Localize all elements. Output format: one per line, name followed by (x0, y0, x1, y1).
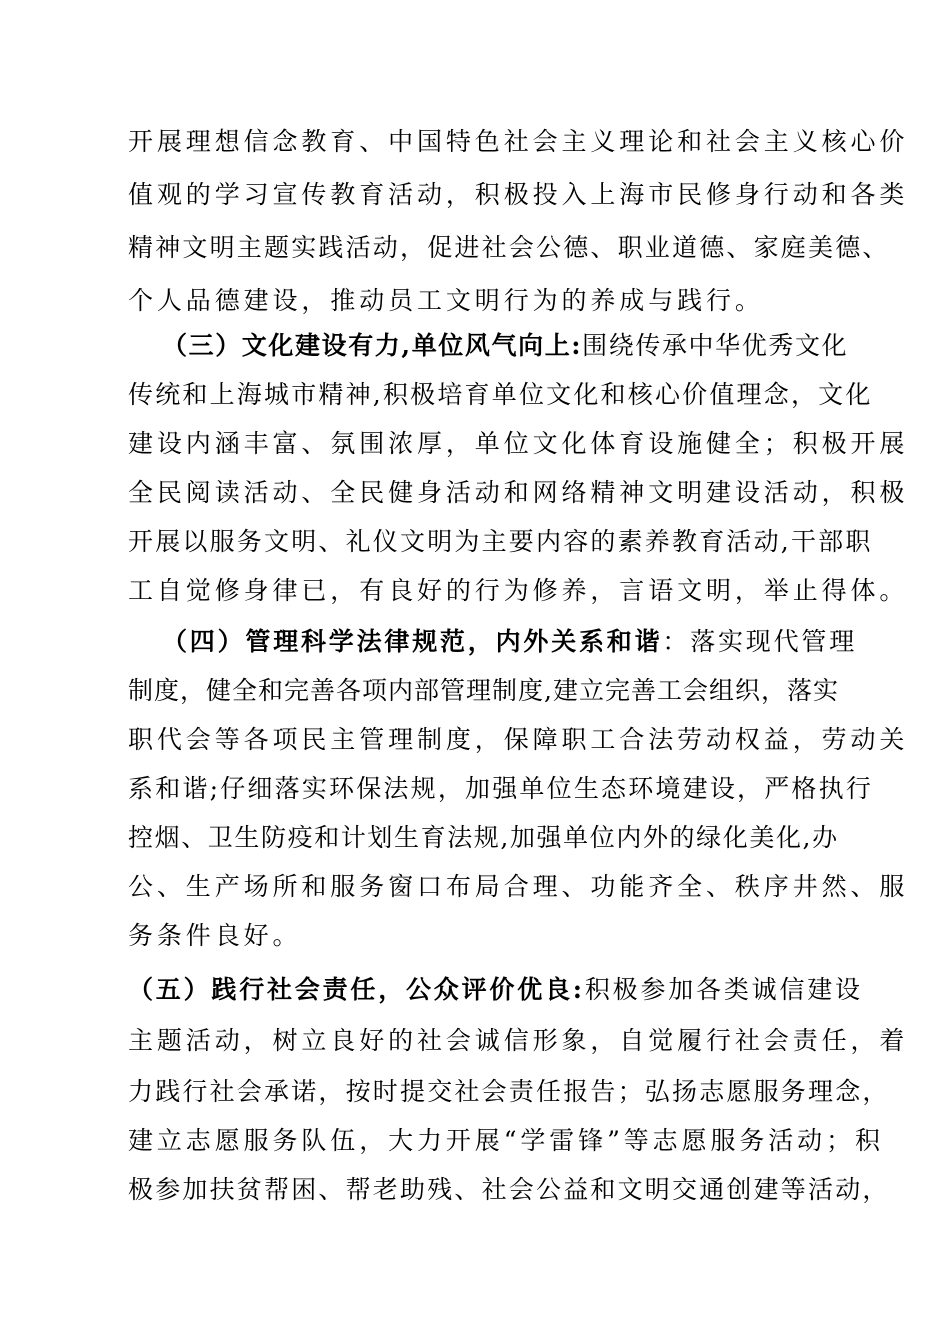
text-line: 开展以服务文明、礼仪文明为主要内容的素养教育活动,干部职 (128, 527, 873, 556)
text-line: 建立志愿服务队伍，大力开展“学雷锋”等志愿服务活动；积 (128, 1126, 884, 1155)
section-5-heading: （五）践行社会责任，公众评价优良: (128, 975, 585, 1004)
text-line: 传统和上海城市精神,积极培育单位文化和核心价值理念，文化 (128, 380, 873, 409)
text-line: 务条件良好。 (128, 921, 302, 950)
text-line: 开展理想信念教育、中国特色社会主义理论和社会主义核心价 (128, 127, 909, 156)
section-4-first-line-text: ：落实现代管理 (662, 627, 858, 656)
text-line: 职代会等各项民主管理制度，保障职工合法劳动权益，劳动关 (128, 725, 909, 754)
section-3-heading: （三）文化建设有力,单位风气向上: (162, 331, 583, 360)
section-3-first-line (162, 322, 848, 370)
text-line: 精神文明主题实践活动，促进社会公德、职业道德、家庭美德、 (128, 233, 890, 262)
text-line: 系和谐;仔细落实环保法规，加强单位生态环境建设，严格执行 (128, 774, 874, 803)
text-line: 全民阅读活动、全民健身活动和网络精神文明建设活动，积极 (128, 478, 909, 507)
section-4-heading: （四）管理科学法律规范，内外关系和谐 (162, 627, 663, 656)
section-3-first-line-text: 围绕传承中华优秀文化 (582, 331, 849, 360)
text-line: 极参加扶贫帮困、帮老助残、社会公益和文明交通创建等活动， (128, 1175, 890, 1204)
text-line: 主题活动，树立良好的社会诚信形象，自觉履行社会责任，着 (128, 1026, 909, 1055)
section-4-first-line (162, 618, 857, 666)
text-line: 建设内涵丰富、氛围浓厚，单位文化体育设施健全；积极开展 (128, 429, 909, 458)
text-line: 力践行社会承诺，按时提交社会责任报告；弘扬志愿服务理念， (128, 1077, 890, 1106)
text-line: 制度，健全和完善各项内部管理制度,建立完善工会组织，落实 (128, 676, 839, 705)
text-line: 公、生产场所和服务窗口布局合理、功能齐全、秩序井然、服 (128, 872, 909, 901)
text-line: 控烟、卫生防疫和计划生育法规,加强单位内外的绿化美化,办 (128, 823, 839, 852)
text-line: 值观的学习宣传教育活动，积极投入上海市民修身行动和各类 (128, 180, 909, 209)
text-line: 个人品德建设，推动员工文明行为的养成与践行。 (128, 286, 764, 315)
text-line: 工自觉修身律已，有良好的行为修养，言语文明，举止得体。 (128, 576, 909, 605)
section-5-first-line-text: 积极参加各类诚信建设 (584, 975, 863, 1004)
section-5-first-line (128, 966, 863, 1014)
